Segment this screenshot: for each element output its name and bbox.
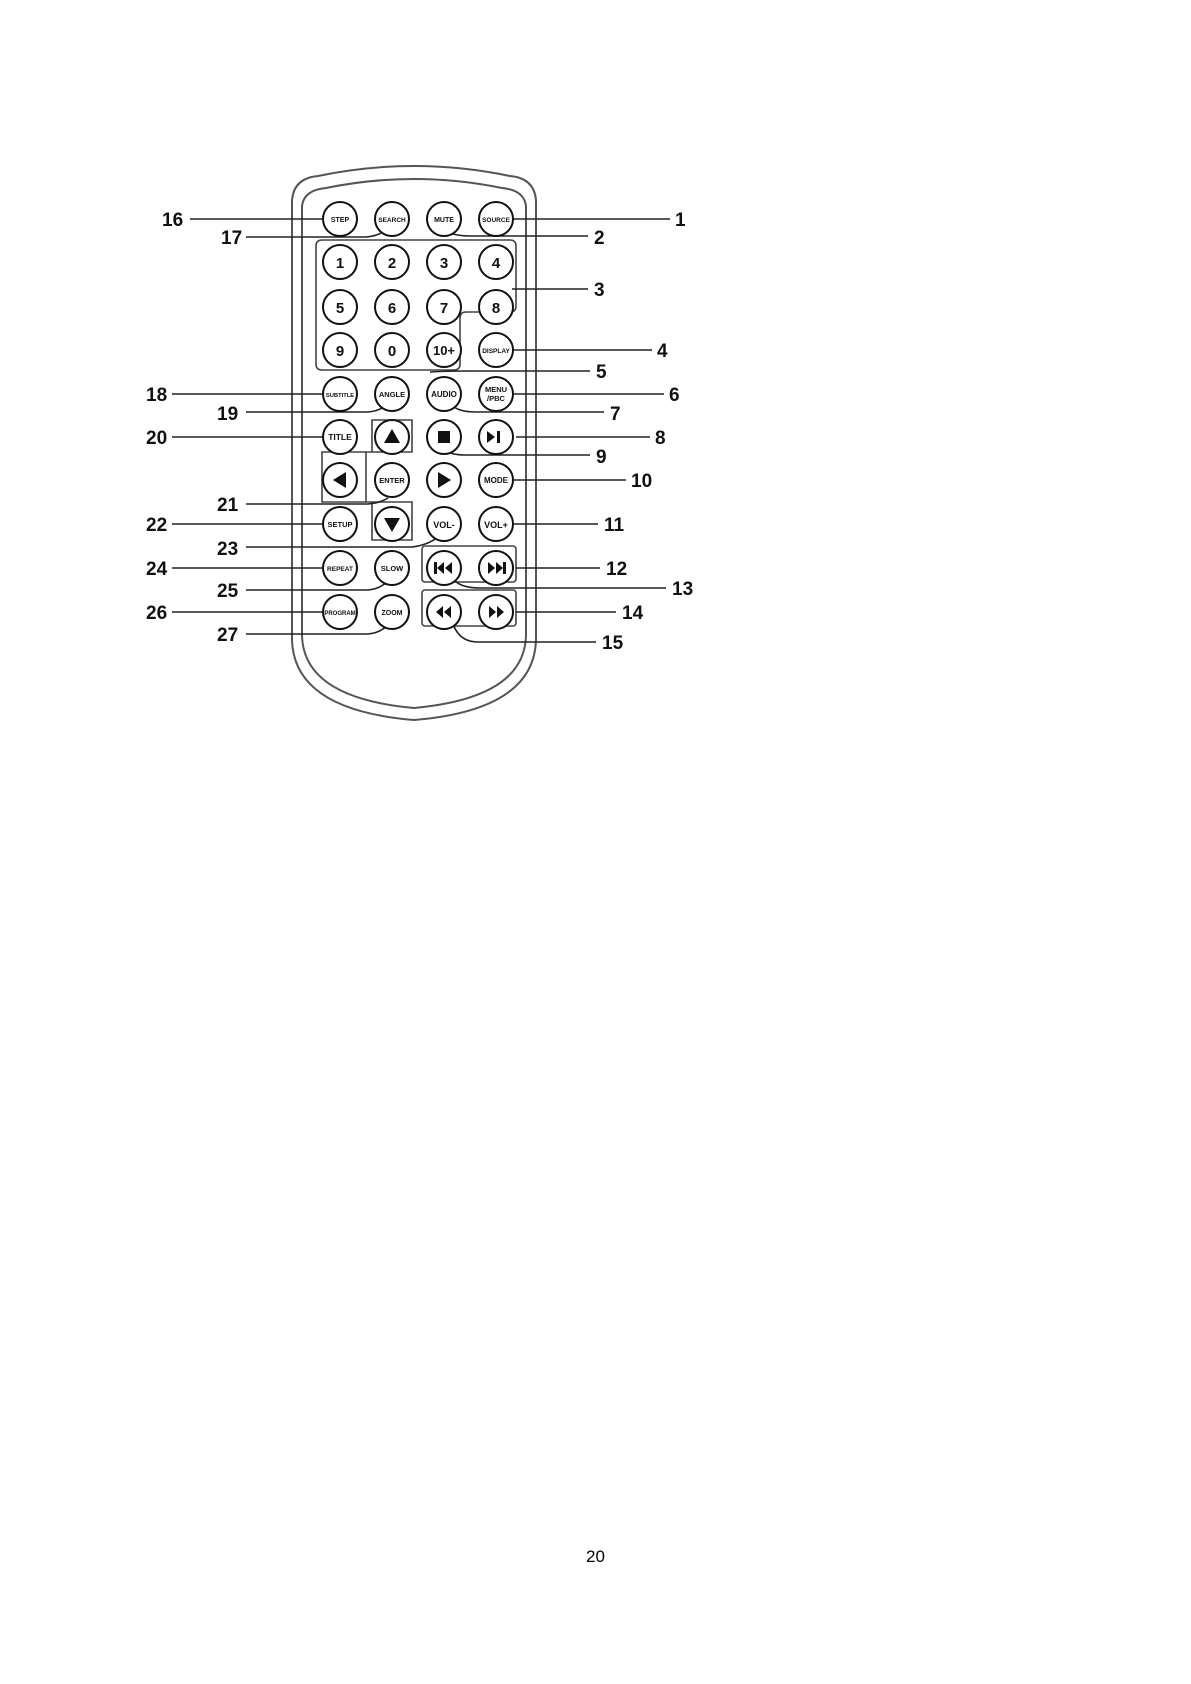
callout-11: 11: [604, 515, 625, 536]
callout-13: 13: [672, 579, 694, 600]
callout-6: 6: [669, 385, 680, 406]
mute-label: MUTE: [434, 217, 454, 224]
callout-21: 21: [217, 495, 239, 516]
callout-19: 19: [217, 404, 239, 425]
number-9-label: 9: [335, 343, 345, 360]
slow-label: SLOW: [380, 564, 404, 573]
fast-forward-button[interactable]: [479, 595, 513, 629]
callout-27: 27: [217, 625, 239, 646]
number-2-label: 2: [387, 255, 397, 272]
callout-24: 24: [146, 559, 168, 580]
search-button[interactable]: [375, 202, 409, 236]
left-button[interactable]: [323, 463, 357, 497]
search-label: SEARCH: [378, 217, 406, 224]
callout-25: 25: [217, 581, 239, 602]
display-label: DISPLAY: [482, 348, 510, 355]
play-pause-button[interactable]: [479, 420, 513, 454]
remote-buttons: [323, 202, 513, 629]
callout-12: 12: [606, 559, 628, 580]
zoom-button[interactable]: [375, 595, 409, 629]
step-button[interactable]: [323, 202, 357, 236]
title-label: TITLE: [328, 432, 352, 442]
number-2-button[interactable]: [375, 245, 409, 279]
number-0-label: 0: [387, 343, 397, 360]
number-6-label: 6: [387, 300, 397, 317]
number-6-button[interactable]: [375, 290, 409, 324]
page-number: 20: [586, 1547, 605, 1566]
number-8-label: 8: [491, 300, 501, 317]
program-button[interactable]: [323, 595, 357, 629]
subtitle-button[interactable]: [323, 377, 357, 411]
callout-4: 4: [657, 341, 668, 362]
next-button[interactable]: [479, 551, 513, 585]
number-9-button[interactable]: [323, 333, 357, 367]
number-5-button[interactable]: [323, 290, 357, 324]
stop-button[interactable]: [427, 420, 461, 454]
number-5-label: 5: [335, 300, 345, 317]
right-button[interactable]: [427, 463, 461, 497]
audio-button[interactable]: [427, 377, 461, 411]
down-button[interactable]: [375, 507, 409, 541]
display-button[interactable]: [479, 333, 513, 367]
number-0-button[interactable]: [375, 333, 409, 367]
number-3-button[interactable]: [427, 245, 461, 279]
callout-2: 2: [594, 228, 605, 249]
previous-button[interactable]: [427, 551, 461, 585]
subtitle-label: SUBTITLE: [325, 393, 355, 399]
callout-5: 5: [596, 362, 607, 383]
step-label: STEP: [330, 217, 350, 224]
up-button[interactable]: [375, 420, 409, 454]
ten-plus-button[interactable]: [427, 333, 461, 367]
mode-label: MODE: [484, 476, 508, 485]
callout-14: 14: [622, 603, 644, 624]
callout-22: 22: [146, 515, 168, 536]
callout-3: 3: [594, 280, 605, 301]
number-8-button[interactable]: [479, 290, 513, 324]
callout-15: 15: [602, 633, 624, 654]
rewind-button[interactable]: [427, 595, 461, 629]
vol-plus-label: VOL+: [484, 520, 508, 530]
enter-button[interactable]: [375, 463, 409, 497]
callout-7: 7: [610, 404, 621, 425]
callout-9: 9: [596, 447, 607, 468]
callout-10: 10: [631, 471, 653, 492]
menu-pbc-button[interactable]: [479, 377, 513, 411]
source-button[interactable]: [479, 202, 513, 236]
angle-button[interactable]: [375, 377, 409, 411]
mute-button[interactable]: [427, 202, 461, 236]
callout-20: 20: [146, 428, 168, 449]
repeat-button[interactable]: [323, 551, 357, 585]
number-7-button[interactable]: [427, 290, 461, 324]
stop-icon: [438, 431, 450, 443]
number-7-label: 7: [439, 300, 449, 317]
slow-button[interactable]: [375, 551, 409, 585]
number-3-label: 3: [439, 255, 449, 272]
callout-18: 18: [146, 385, 168, 406]
angle-label: ANGLE: [378, 390, 406, 399]
callout-8: 8: [655, 428, 666, 449]
callout-17: 17: [221, 228, 243, 249]
vol-minus-button[interactable]: [427, 507, 461, 541]
callout-26: 26: [146, 603, 168, 624]
vol-plus-button[interactable]: [479, 507, 513, 541]
source-label: SOURCE: [482, 217, 510, 224]
number-1-label: 1: [335, 255, 345, 272]
number-1-button[interactable]: [323, 245, 357, 279]
title-button[interactable]: [323, 420, 357, 454]
enter-label: ENTER: [379, 476, 405, 485]
program-label: PROGRAM: [324, 611, 356, 617]
callout-23: 23: [217, 539, 239, 560]
setup-label: SETUP: [327, 520, 353, 529]
zoom-label: ZOOM: [381, 610, 403, 617]
callout-1: 1: [675, 210, 686, 231]
callout-16: 16: [162, 210, 184, 231]
repeat-label: REPEAT: [327, 566, 353, 573]
number-4-button[interactable]: [479, 245, 513, 279]
number-4-label: 4: [491, 255, 501, 272]
menu-pbc-label-line1: MENU: [484, 385, 508, 394]
menu-pbc-label-line2: /PBC: [487, 394, 505, 403]
ten-plus-label: 10+: [432, 343, 456, 358]
setup-button[interactable]: [323, 507, 357, 541]
vol-minus-label: VOL-: [433, 520, 455, 530]
mode-button[interactable]: [479, 463, 513, 497]
audio-label: AUDIO: [431, 390, 457, 399]
